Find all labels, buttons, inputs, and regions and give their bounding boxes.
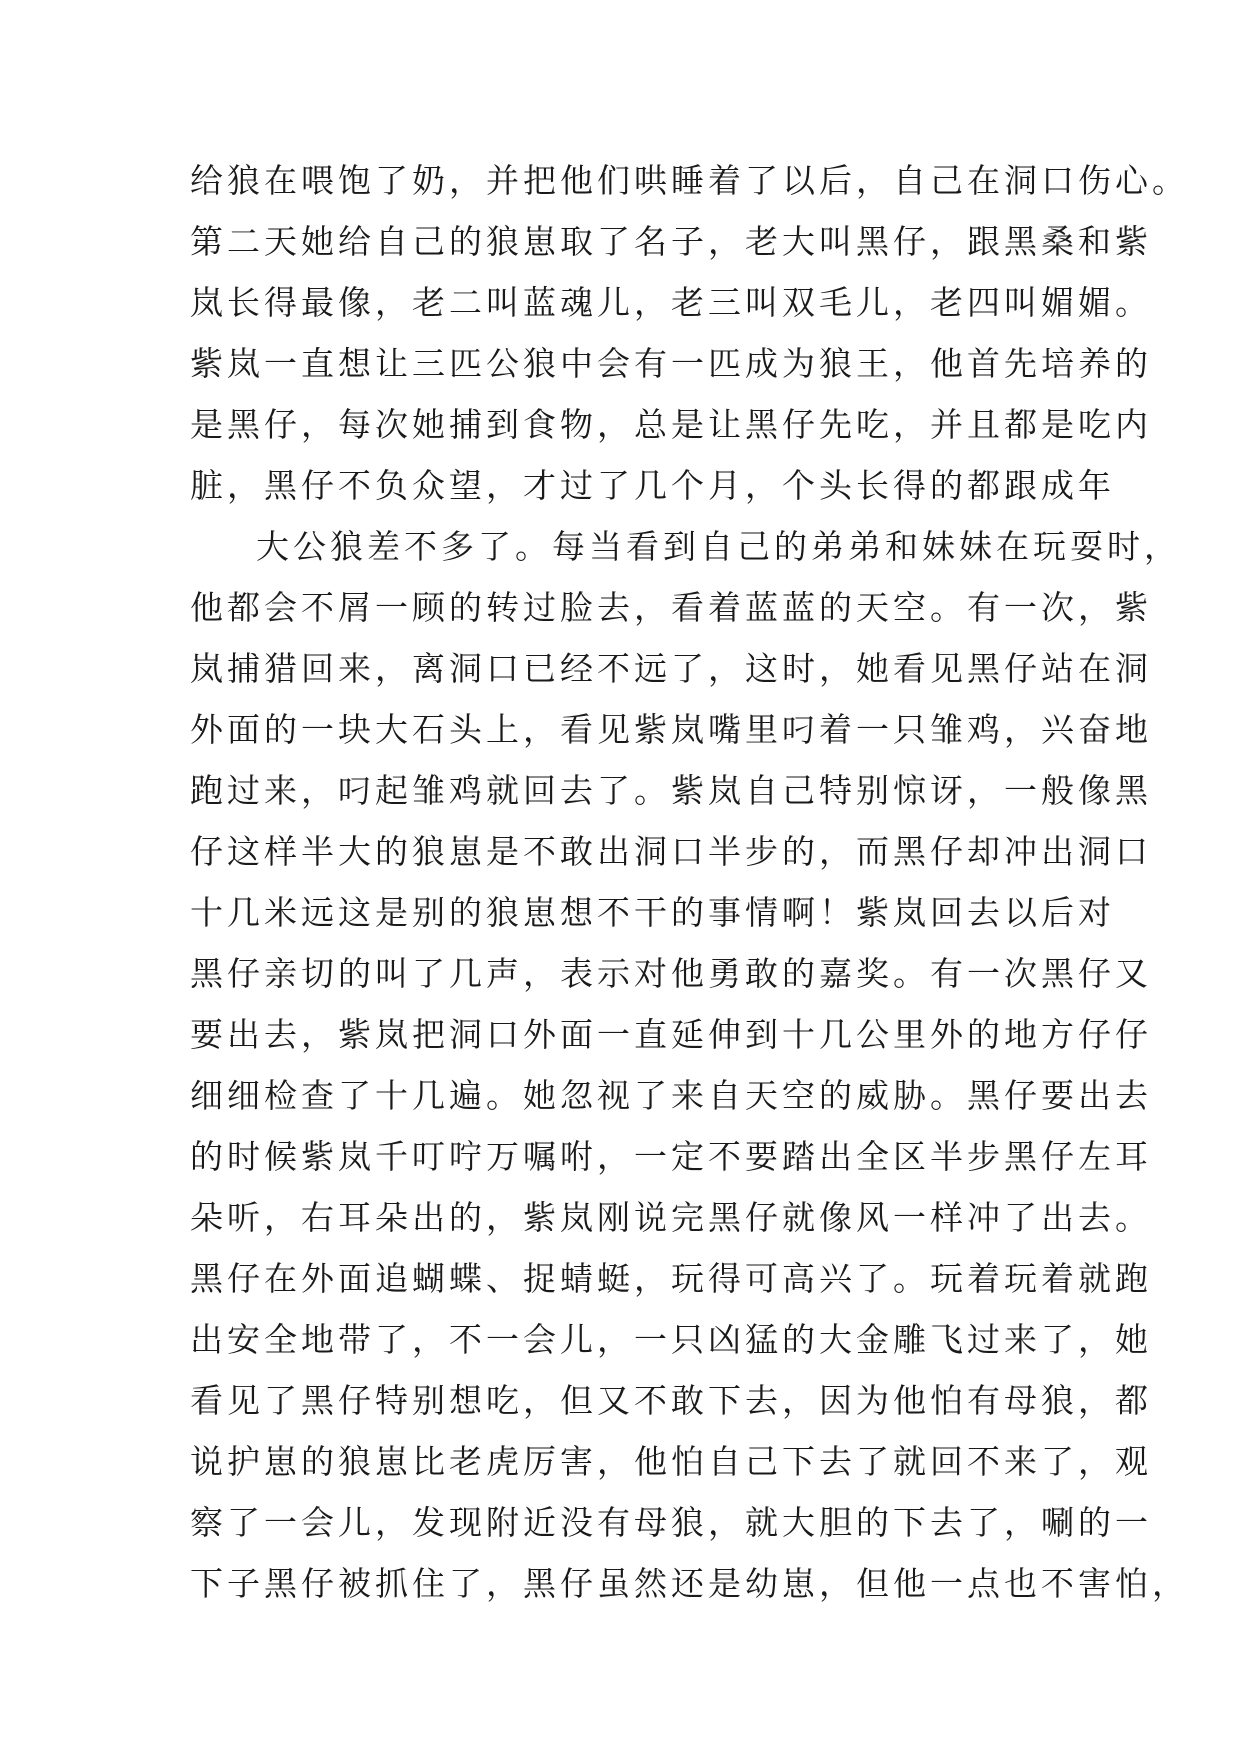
- paragraph-1: [190, 150, 1189, 516]
- body-text: [190, 150, 1189, 1614]
- text-line: 跑过来，叼起雏鸡就回去了。紫岚自己特别惊讶，一般像黑: [190, 771, 1152, 810]
- text-line: 外面的一块大石头上，看见紫岚嘴里叼着一只雏鸡，兴奋地: [190, 710, 1152, 749]
- text-line: 仔这样半大的狼崽是不敢出洞口半步的，而黑仔却冲出洞口: [190, 832, 1152, 871]
- paragraph-2: [190, 516, 1189, 1614]
- text-line: 要出去，紫岚把洞口外面一直延伸到十几公里外的地方仔仔: [190, 1015, 1152, 1054]
- text-line: 黑仔在外面追蝴蝶、捉蜻蜓，玩得可高兴了。玩着玩着就跑: [190, 1259, 1152, 1298]
- text-line: 岚长得最像，老二叫蓝魂儿，老三叫双毛儿，老四叫媚媚。: [190, 283, 1152, 322]
- text-line: 察了一会儿，发现附近没有母狼，就大胆的下去了，唰的一: [190, 1503, 1152, 1542]
- text-line: 大公狼差不多了。每当看到自己的弟弟和妹妹在玩耍时，: [256, 527, 1181, 566]
- text-line: 出安全地带了，不一会儿，一只凶猛的大金雕飞过来了，她: [190, 1320, 1152, 1359]
- text-line: 岚捕猎回来，离洞口已经不远了，这时，她看见黑仔站在洞: [190, 649, 1152, 688]
- text-line: 脏，黑仔不负众望，才过了几个月，个头长得的都跟成年: [190, 466, 1115, 505]
- text-line: 细细检查了十几遍。她忽视了来自天空的威胁。黑仔要出去: [190, 1076, 1152, 1115]
- text-line: 是黑仔，每次她捕到食物，总是让黑仔先吃，并且都是吃内: [190, 405, 1152, 444]
- text-line: 十几米远这是别的狼崽想不干的事情啊！紫岚回去以后对: [190, 893, 1115, 932]
- text-line: 他都会不屑一顾的转过脸去，看着蓝蓝的天空。有一次，紫: [190, 588, 1152, 627]
- text-line: 给狼在喂饱了奶，并把他们哄睡着了以后，自己在洞口伤心。: [190, 161, 1189, 200]
- text-line: 第二天她给自己的狼崽取了名子，老大叫黑仔，跟黑桑和紫: [190, 222, 1152, 261]
- text-line: 看见了黑仔特别想吃，但又不敢下去，因为他怕有母狼，都: [190, 1381, 1152, 1420]
- text-line: 说护崽的狼崽比老虎厉害，他怕自己下去了就回不来了，观: [190, 1442, 1152, 1481]
- text-line: 的时候紫岚千叮咛万嘱咐，一定不要踏出全区半步黑仔左耳: [190, 1137, 1152, 1176]
- text-line: 黑仔亲切的叫了几声，表示对他勇敢的嘉奖。有一次黑仔又: [190, 954, 1152, 993]
- text-line: 紫岚一直想让三匹公狼中会有一匹成为狼王，他首先培养的: [190, 344, 1152, 383]
- text-line: 下子黑仔被抓住了，黑仔虽然还是幼崽，但他一点也不害怕，: [190, 1564, 1189, 1603]
- text-line: 朵听，右耳朵出的，紫岚刚说完黑仔就像风一样冲了出去。: [190, 1198, 1152, 1237]
